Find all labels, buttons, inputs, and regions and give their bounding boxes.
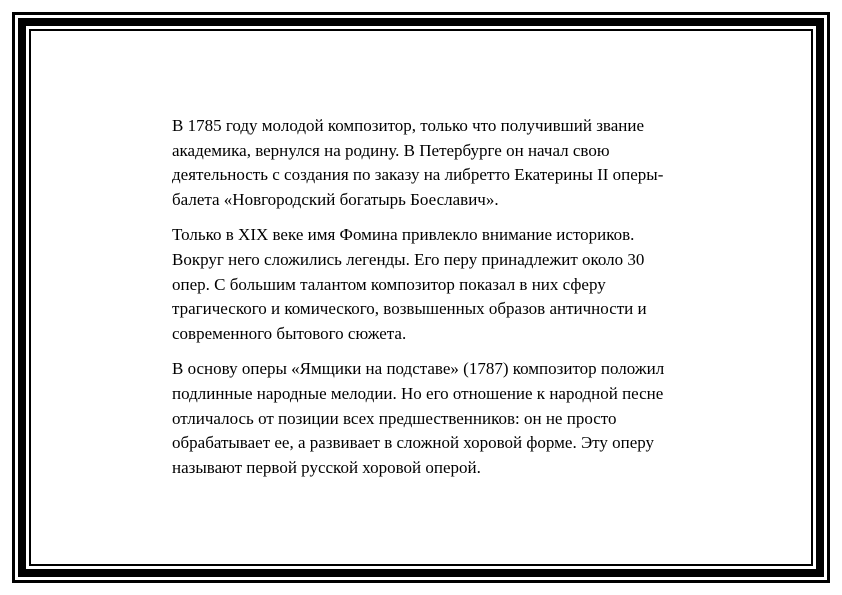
text-body bbox=[172, 114, 702, 491]
paragraph-2: Только в XIX веке имя Фомина привлекло внимание историков. Вокруг него сложились легенды. Его перу принадлежит около 30 опер. С большим талантом композитор показал в них сферу трагического и комического, возвышенных образов античности и современного бытового сюжета. bbox=[172, 225, 647, 343]
paragraph-1: В 1785 году молодой композитор, только что получивший звание академика, вернулся на родину. В Петербурге он начал свою деятельность с создания по заказу на либретто Екатерины II оперы- балета «Новгородский богатырь Боеславич». bbox=[172, 116, 664, 209]
paragraph-3: В основу оперы «Ямщики на подставе» (1787) композитор положил подлинные народные мелодии. Но его отношение к народной песне отличалось от позиции всех предшественников: он не просто обрабатывает ее, а развивает в сложной хоровой форме. Эту оперу называют первой русской хоровой оперой. bbox=[172, 359, 665, 477]
